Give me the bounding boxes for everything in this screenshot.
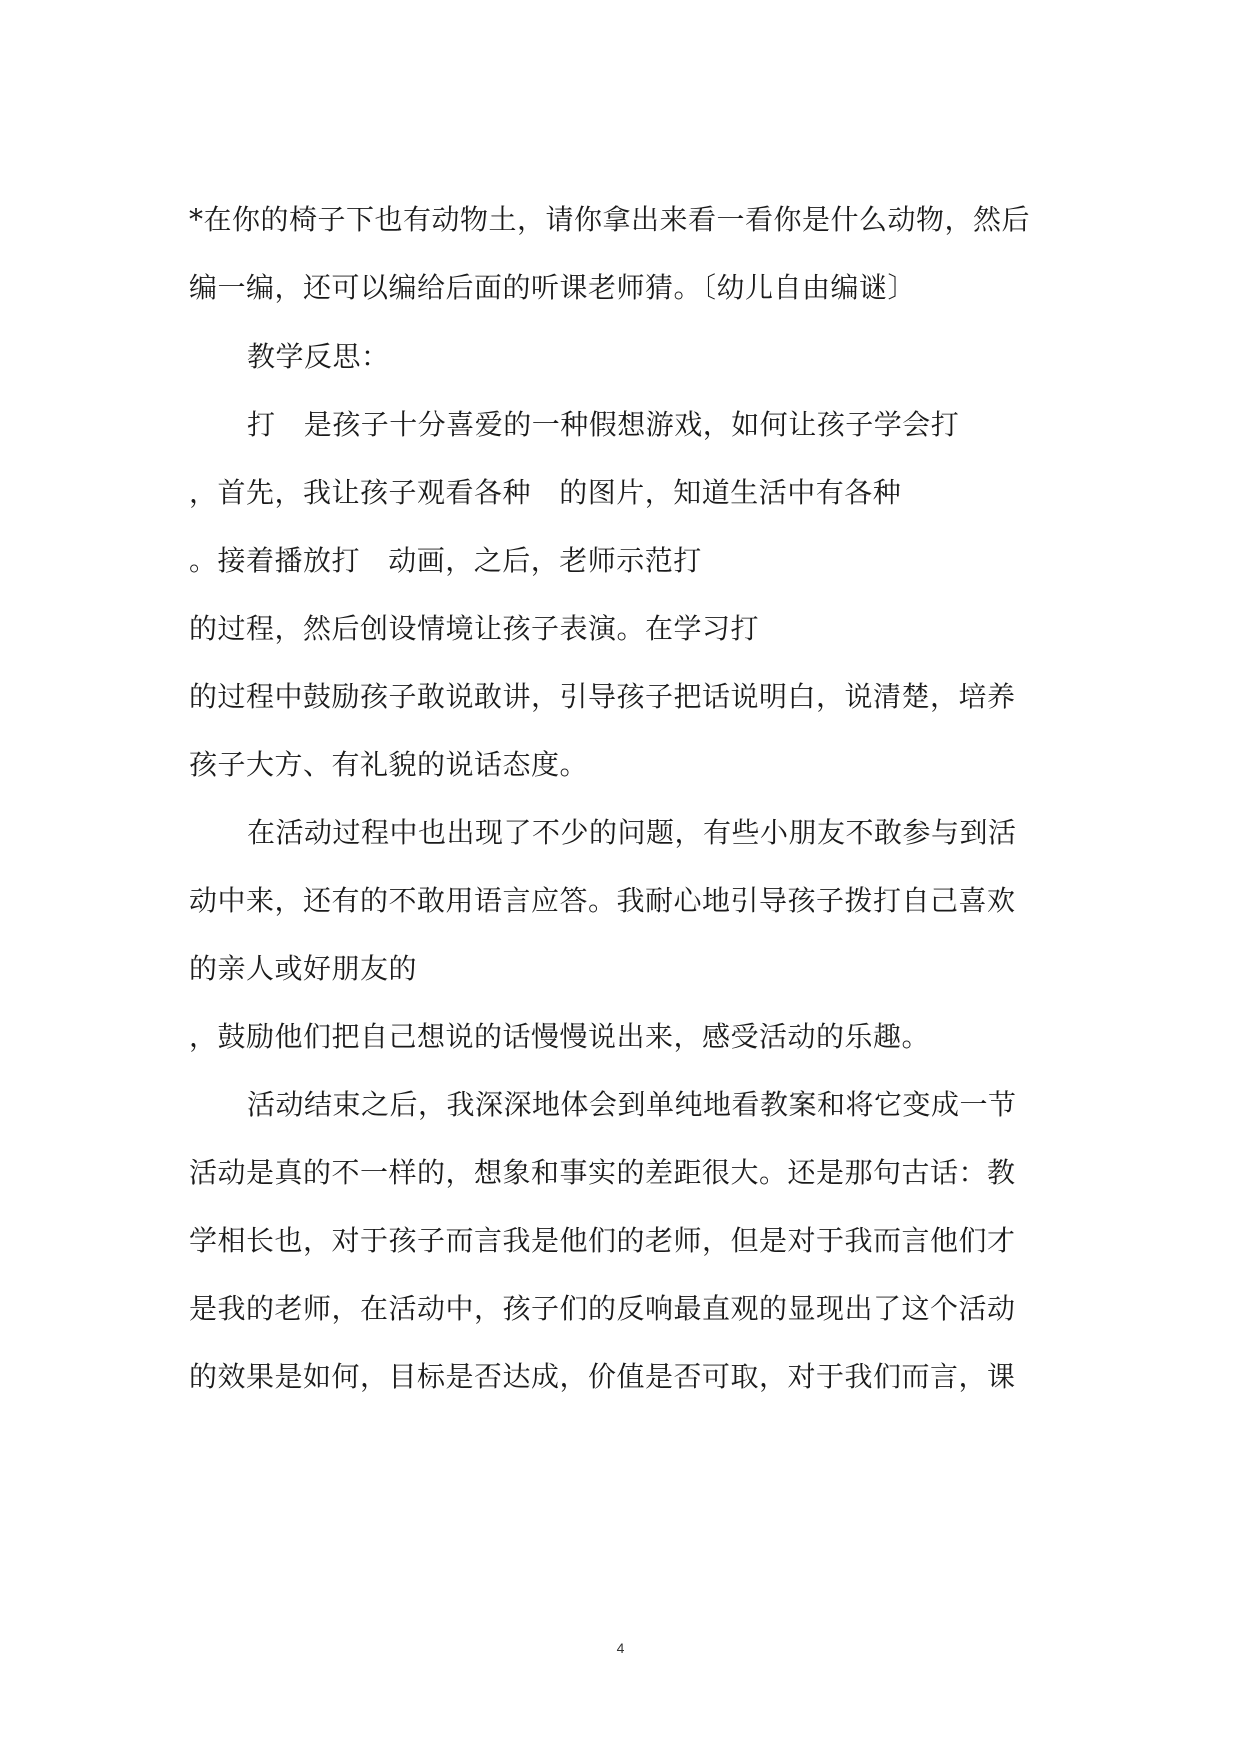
text-line-8: 的过程中鼓励孩子敢说敢讲，引导孩子把话说明白，说清楚，培养 (189, 680, 1016, 713)
text-line-17: 是我的老师，在活动中，孩子们的反响最直观的显现出了这个活动 (189, 1292, 1016, 1325)
text-line-13: ，鼓励他们把自己想说的话慢慢说出来，感受活动的乐趣。 (189, 1020, 931, 1053)
text-line-9: 孩子大方、有礼貌的说话态度。 (189, 748, 589, 781)
text-line-15: 活动是真的不一样的，想象和事实的差距很大。还是那句古话：教 (189, 1156, 1016, 1189)
text-line-14: 活动结束之后，我深深地体会到单纯地看教案和将它变成一节 (247, 1088, 1017, 1121)
text-line-16: 学相长也，对于孩子而言我是他们的老师，但是对于我而言他们才 (189, 1224, 1016, 1257)
text-line-10: 在活动过程中也出现了不少的问题，有些小朋友不敢参与到活 (247, 816, 1017, 849)
text-line-1: *在你的椅子下也有动物土，请你拿出来看一看你是什么动物，然后 (189, 203, 1031, 236)
text-line-11: 动中来，还有的不敢用语言应答。我耐心地引导孩子拨打自己喜欢 (189, 884, 1016, 917)
section-heading-reflection: 教学反思： (247, 340, 390, 373)
text-line-4: 打 是孩子十分喜爱的一种假想游戏，如何让孩子学会打 (247, 408, 960, 441)
text-line-5: ，首先，我让孩子观看各种 的图片，知道生活中有各种 (189, 476, 902, 509)
text-line-2: 编一编，还可以编给后面的听课老师猜。〔幼儿自由编谜〕 (189, 271, 917, 304)
text-line-18: 的效果是如何，目标是否达成，价值是否可取，对于我们而言，课 (189, 1360, 1016, 1393)
text-line-7: 的过程，然后创设情境让孩子表演。在学习打 (189, 612, 760, 645)
text-line-12: 的亲人或好朋友的 (189, 952, 418, 985)
text-line-6: 。接着播放打 动画，之后，老师示范打 (189, 544, 702, 577)
page-number: 4 (616, 1640, 625, 1656)
